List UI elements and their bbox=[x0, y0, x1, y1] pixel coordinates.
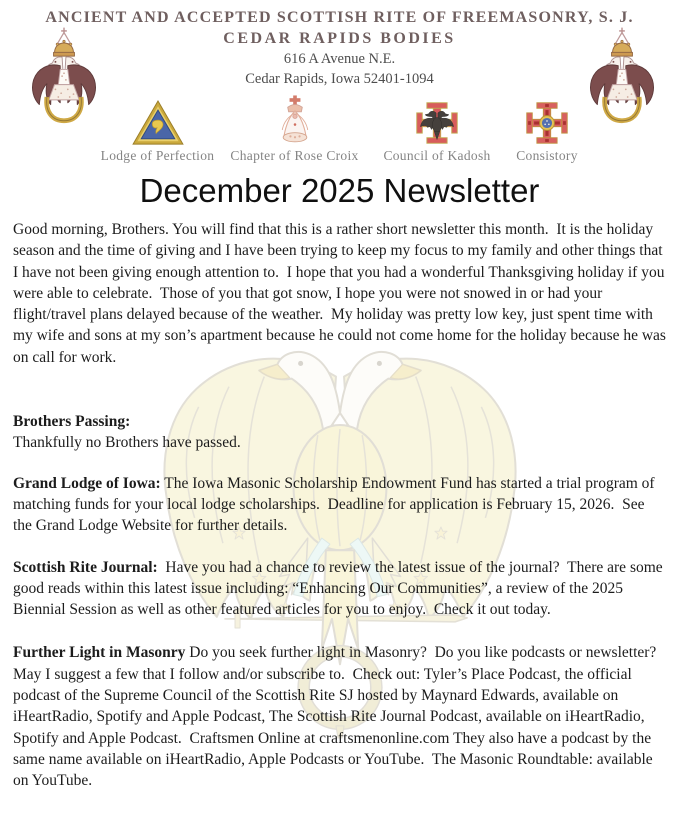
section-heading: Grand Lodge of Iowa: bbox=[13, 474, 161, 492]
newsletter-title: December 2025 Newsletter bbox=[139, 172, 540, 209]
emblem-label: Chapter of Rose Croix bbox=[230, 148, 359, 163]
section-text: Do you seek further light in Masonry? Do you like podcasts or newsletter? May I suggest a few that I follow and/or subscribe to. Check out: Tyler’s Place Podcast, the official podcast of the Supreme Council of the Scottish Rite SJ hosted by Maynard Edwards, available on iHeartRadio, Spotify and Apple Podcast, The Scottish Rite Journal Podcast, available on iHeartRadio, Spotify and Apple Podcast. Craftsmen Online at craftsmenonline.com They also have a podcast by the same name available on iHeartRadio, Apple Podcasts or YouTube. The Masonic Roundtable: available on YouTube. bbox=[13, 644, 665, 790]
section-further-light-in-masonry bbox=[13, 642, 666, 791]
section-brothers-passing bbox=[13, 411, 666, 454]
masthead bbox=[0, 0, 679, 164]
emblem-label: Consistory bbox=[516, 148, 578, 163]
organization-name: ANCIENT AND ACCEPTED SCOTTISH RITE OF FREEMASONRY, S. J. bbox=[45, 9, 634, 26]
section-text: The Iowa Masonic Scholarship Endowment Fund has started a trial program of matching funds for your local lodge scholarships. Deadline for application is February 15, 2026. See the Grand Lodge Website for further details. bbox=[13, 474, 659, 535]
section-scottish-rite-journal bbox=[13, 557, 666, 621]
section-text: Thankfully no Brothers have passed. bbox=[13, 434, 241, 452]
address-line-2: Cedar Rapids, Iowa 52401-1094 bbox=[245, 71, 434, 87]
section-heading: Further Light in Masonry bbox=[13, 644, 186, 662]
cross-potent-emblem-icon bbox=[506, 94, 588, 146]
section-grand-lodge-of-iowa bbox=[13, 473, 666, 537]
emblem-chapter-of-rose-croix bbox=[222, 94, 367, 164]
triangle-yod-emblem-icon bbox=[100, 94, 215, 146]
section-heading: Scottish Rite Journal: bbox=[13, 558, 158, 576]
section-heading: Brothers Passing: bbox=[13, 413, 131, 431]
section-text: Have you had a chance to review the latest issue of the journal? There are some good reads within this latest issue including: “Enhancing Our Communities”, a review of the 2025 Biennial Session as well as other featured articles for you to enjoy. Check it out today. bbox=[13, 558, 667, 619]
section-intro bbox=[13, 219, 670, 368]
eagle-on-cross-potent-emblem-icon bbox=[378, 94, 496, 146]
double-headed-eagle-left-icon bbox=[26, 26, 102, 135]
emblem-lodge-of-perfection bbox=[100, 94, 215, 164]
bodies-name: CEDAR RAPIDS BODIES bbox=[223, 30, 456, 47]
pelican-cross-emblem-icon bbox=[222, 94, 367, 146]
emblem-council-of-kadosh bbox=[378, 94, 496, 164]
emblem-label: Council of Kadosh bbox=[383, 148, 491, 163]
address-line-1: 616 A Avenue N.E. bbox=[283, 51, 396, 67]
double-headed-eagle-right-icon bbox=[584, 26, 660, 135]
emblem-label: Lodge of Perfection bbox=[100, 148, 215, 163]
newsletter-body bbox=[0, 219, 679, 792]
emblem-consistory bbox=[506, 94, 588, 164]
section-text: Good morning, Brothers. You will find that this is a rather short newsletter this month. It is the holiday season and the time of giving and I have been trying to keep my focus to my family and other things that I have not been giving enough attention to. I hope that you had a wonderful Thanksgiving holiday if you were able to celebrate. Those of you that got snow, I hope you were not snowed in or had your flight/travel plans delayed because of the weather. My holiday was pretty low key, just spent time with my wife and sons at my son’s apartment because he could not come home for the holiday because he was on call for work. bbox=[13, 221, 670, 366]
